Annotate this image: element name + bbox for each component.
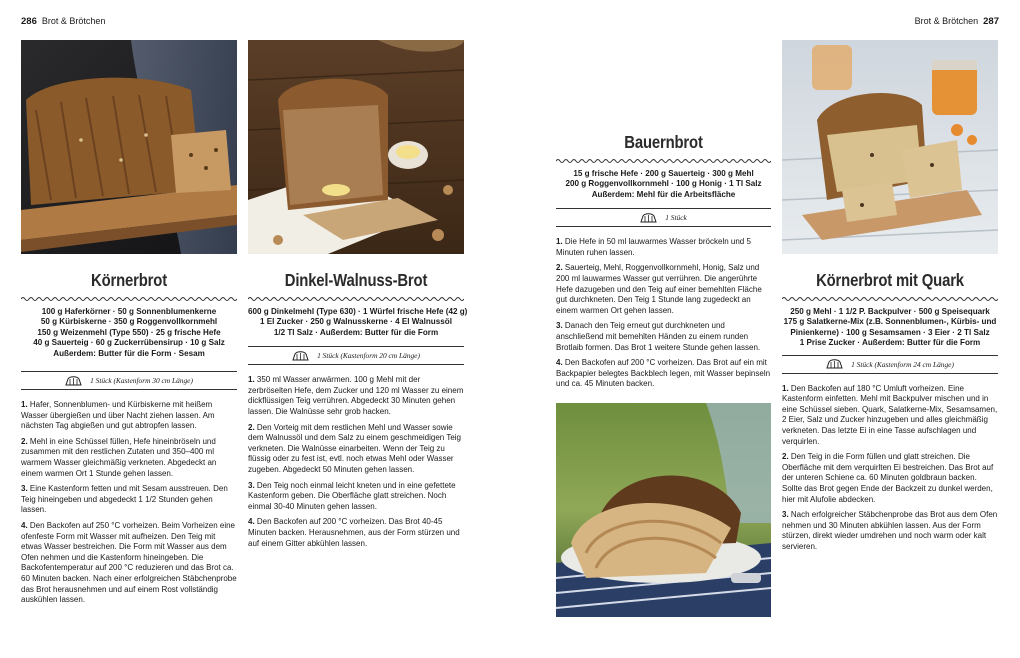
photo-koernerbrot <box>21 40 237 254</box>
ingredients-list <box>21 307 237 359</box>
recipe-title: Bauernbrot <box>624 132 703 152</box>
yield-box <box>21 371 237 390</box>
step <box>782 510 998 552</box>
step-number: 3. <box>556 321 563 331</box>
wavy-divider-icon <box>782 296 998 302</box>
wavy-divider-icon <box>21 296 237 302</box>
step <box>248 423 464 476</box>
step-number: 2. <box>21 436 28 446</box>
step <box>782 452 998 505</box>
loaf-pan-icon <box>826 359 843 369</box>
recipe-title: Körnerbrot mit Quark <box>816 270 964 290</box>
recipe-title: Körnerbrot <box>91 270 167 290</box>
step-text: Den Backofen auf 200 °C vorheizen. Das Brot 40-45 Minuten backen. Herausnehmen, aus der Form stürzen und auf einem Gitter abkühlen lassen. <box>248 517 460 548</box>
section-title: Brot & Brötchen <box>41 16 106 26</box>
ingredient-line: 100 g Haferkörner · 50 g Sonnenblumenkerne <box>41 307 217 316</box>
step-text: Den Teig noch einmal leicht kneten und in eine gefettete Kastenform geben. Die Oberfläche glatt streichen. Noch einmal 30-40 Minuten gehen lassen. <box>248 480 456 511</box>
ingredient-line: 600 g Dinkelmehl (Type 630) · 1 Würfel frische Hefe (42 g) <box>248 307 468 316</box>
step-text: Den Teig in die Form füllen und glatt streichen. Die Oberfläche mit dem verquirlten Ei bestreichen. Das Brot auf der unteren Schiene ca. 60 Minuten goldbraun backen. Sollte das Brot gegen Ende der Backzeit zu dunkel werden, hier mit Alufolie abdecken. <box>782 452 994 504</box>
step-text: 350 ml Wasser anwärmen. 100 g Mehl mit der zerbröselten Hefe, dem Zucker und 120 ml Wasser zu einem dickflüssigen Teig verrühren. Abgedeckt 30 Minuten gehen lassen. Die Walnüsse sehr grob hacken. <box>248 375 464 416</box>
section-title: Brot & Brötchen <box>914 16 979 26</box>
yield-box <box>248 346 464 365</box>
ingredient-line: 1/2 Tl Salz · Außerdem: Butter für die Form <box>273 327 439 337</box>
ingredient-line: 50 g Kürbiskerne · 350 g Roggenvollkornmehl <box>40 317 218 327</box>
step <box>21 521 237 606</box>
step <box>248 481 464 513</box>
recipe-dinkel-walnuss <box>248 270 468 554</box>
recipe-title: Dinkel-Walnuss-Brot <box>284 270 428 290</box>
steps-list <box>556 237 771 390</box>
step-number: 1. <box>782 383 789 393</box>
step-number: 3. <box>248 480 255 490</box>
ingredient-line: 15 g frische Hefe · 200 g Sauerteig · 300 g Mehl <box>573 169 754 178</box>
page-number: 287 <box>983 16 999 27</box>
steps-list <box>248 375 464 549</box>
loaf-pan-icon <box>65 376 82 386</box>
recipe-koernerbrot-quark <box>782 270 998 558</box>
step-number: 1. <box>248 375 255 385</box>
loaf-pan-icon <box>640 213 657 223</box>
step-number: 3. <box>21 484 28 494</box>
photo-koernerbrot-quark <box>782 40 998 254</box>
step <box>556 321 771 353</box>
step-number: 4. <box>248 517 255 527</box>
step-number: 4. <box>556 358 563 368</box>
ingredient-line: 200 g Roggenvollkornmehl · 100 g Honig · 1 Tl Salz <box>565 179 762 189</box>
step <box>248 375 464 417</box>
step-text: Hafer, Sonnenblumen- und Kürbiskerne mit heißem Wasser übergießen und über Nacht ziehen lassen. Am nächsten Tag abgießen und gut abtropfen lassen. <box>21 400 215 431</box>
step-number: 4. <box>21 520 28 530</box>
wavy-divider-icon <box>248 296 464 302</box>
bread-photo-icon <box>21 40 237 254</box>
step-text: Den Backofen auf 250 °C vorheizen. Beim Vorheizen eine ofenfeste Form mit Wasser mit aufheizen. Den Teig mit etwas Wasser bestreichen. Die Form mit Wasser aus dem Ofen nehmen und die Kastenform hineingeben. Die Backofentemperatur auf 200 °C reduzieren und das Brot ca. 60 Minuten backen. Nach einer erfolgreichen Stäbchenprobe das Brot herausnehmen und auf einem Rost vollständig auskühlen lassen. <box>21 520 237 605</box>
yield-text: 1 Stück (Kastenform 20 cm Länge) <box>317 351 420 361</box>
ingredient-line: 1 El Zucker · 250 g Walnusskerne · 4 El Walnussöl <box>260 317 452 327</box>
ingredients-list <box>556 169 771 200</box>
step-text: Den Backofen auf 180 °C Umluft vorheizen. Eine Kastenform einfetten. Mehl mit Backpulver mischen und in eine Schüssel sieben. Quark, Salatkerne-Mix, Sesamsamen, 2 Eier, Salz und Zucker hinzugeben und alles gleichmäßig verkneten. Das letzte Ei in eine Tasse aufschlagen und verquirlen. <box>782 383 998 446</box>
yield-box <box>556 208 771 227</box>
recipe-koernerbrot <box>21 270 237 611</box>
bread-photo-icon <box>782 40 998 254</box>
step-text: Eine Kastenform fetten und mit Sesam ausstreuen. Den Teig hineingeben und abgedeckt 1 1/2 Stunden gehen lassen. <box>21 484 228 515</box>
ingredients-list <box>248 307 468 338</box>
step-text: Sauerteig, Mehl, Roggenvollkornmehl, Honig, Salz und 200 ml lauwarmes Wasser gut verrühren. Die angerührte Hefe dazugeben und den Teig auf einer bemehlten Fläche gut durchkneten. Den Teig 1 Stunde lang zugedeckt an einem warmen Ort gehen lassen. <box>556 263 762 315</box>
bread-photo-icon <box>556 403 771 617</box>
step-number: 3. <box>782 510 789 520</box>
page-header-left <box>21 16 105 27</box>
photo-dinkel-walnuss <box>248 40 464 254</box>
yield-text: 1 Stück (Kastenform 24 cm Länge) <box>851 359 954 369</box>
loaf-pan-icon <box>292 351 309 361</box>
step <box>782 384 998 448</box>
steps-list <box>782 384 998 553</box>
recipe-bauernbrot <box>556 132 771 395</box>
step <box>21 437 237 479</box>
step <box>556 237 771 258</box>
page-number: 286 <box>21 16 37 27</box>
yield-text: 1 Stück <box>665 213 687 223</box>
step-number: 2. <box>556 263 563 273</box>
step-text: Die Hefe in 50 ml lauwarmes Wasser bröckeln und 5 Minuten ruhen lassen. <box>556 237 751 257</box>
step <box>248 517 464 549</box>
wavy-divider-icon <box>556 158 771 164</box>
step-text: Mehl in eine Schüssel füllen, Hefe hineinbröseln und zusammen mit den restlichen Zutaten und 350–400 ml warmem Wasser gleichmäßig verkneten. Abgedeckt an einem warmen Ort 1 Stunde gehen lassen. <box>21 436 217 478</box>
steps-list <box>21 400 237 606</box>
step-number: 1. <box>556 237 563 247</box>
ingredient-line: Pinienkerne) · 100 g Sesamsamen · 3 Eier · 2 Tl Salz <box>790 327 990 337</box>
photo-bauernbrot <box>556 403 771 617</box>
ingredient-line: 150 g Weizenmehl (Type 550) · 25 g frische Hefe <box>37 327 221 337</box>
step <box>556 263 771 316</box>
ingredient-line: Außerdem: Butter für die Form · Sesam <box>53 348 205 358</box>
yield-text: 1 Stück (Kastenform 30 cm Länge) <box>90 376 193 386</box>
step-text: Den Backofen auf 200 °C vorheizen. Das Brot auf ein mit Backpapier belegtes Backblech legen, mit Wasser bepinseln und ca. 45 Minuten backen. <box>556 358 771 389</box>
step <box>556 358 771 390</box>
step <box>21 400 237 432</box>
ingredient-line: 175 g Salatkerne-Mix (z.B. Sonnenblumen-, Kürbis- und <box>783 317 997 327</box>
bread-photo-icon <box>248 40 464 254</box>
step-number: 2. <box>782 452 789 462</box>
step-text: Den Vorteig mit dem restlichen Mehl und Wasser sowie dem Walnussöl und dem Salz zu einem geschmeidigen Teig verkneten. Die Walnüsse einarbeiten. Wenn der Teig zu flüssig oder zu fest ist, evtl. noch etwas Mehl oder Wasser zugeben. Abgedeckt 50 Minuten gehen lassen. <box>248 422 462 474</box>
yield-box <box>782 355 998 374</box>
step-text: Nach erfolgreicher Stäbchenprobe das Brot aus dem Ofen nehmen und 30 Minuten abkühlen lassen. Aus der Form stürzen, direkt wieder umdrehen und noch warm oder kalt servieren. <box>782 510 998 551</box>
ingredient-line: 250 g Mehl · 1 1/2 P. Backpulver · 500 g Speisequark <box>790 307 990 316</box>
ingredient-line: 40 g Sauerteig · 60 g Zuckerrübensirup · 10 g Salz <box>33 338 225 348</box>
step-text: Danach den Teig erneut gut durchkneten und anschließend mit bemehlten Händen zu einem runden Brotlaib formen. Das Brot 1 weitere Stunde gehen lassen. <box>556 321 761 352</box>
step <box>21 484 237 516</box>
ingredients-list <box>782 307 998 349</box>
page-header-right <box>915 16 999 27</box>
ingredient-line: Außerdem: Mehl für die Arbeitsfläche <box>591 189 736 199</box>
step-number: 2. <box>248 422 255 432</box>
step-number: 1. <box>21 400 28 410</box>
ingredient-line: 1 Prise Zucker · Außerdem: Butter für die Form <box>799 338 981 348</box>
